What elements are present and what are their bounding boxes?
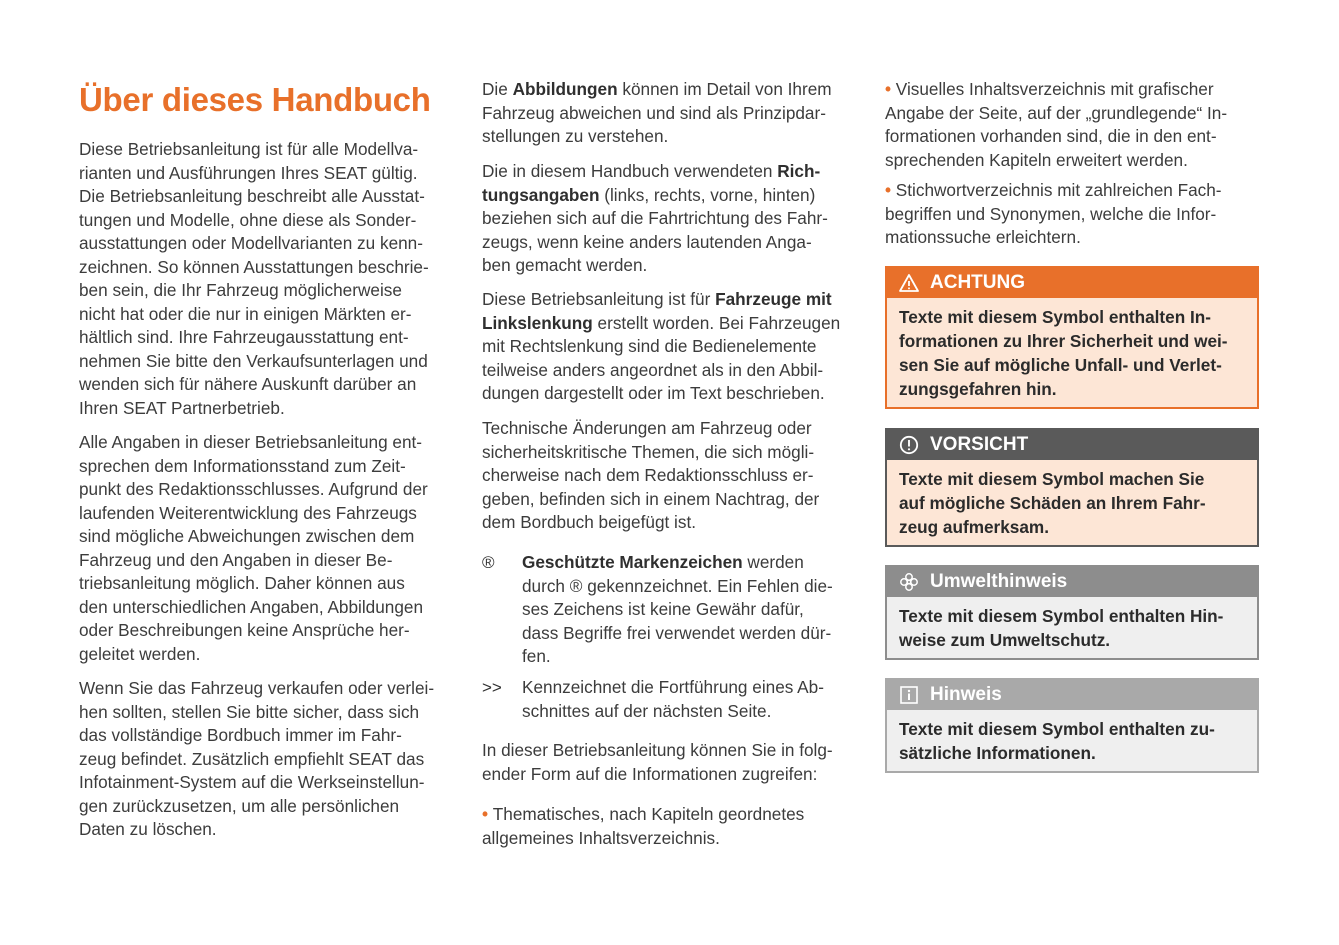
warning-box-body: Texte mit diesem Symbol enthalten In- formationen zu Ihrer Sicherheit und wei- sen Sie auf mögliche Unfall- und Verlet- zungsgefahren hin. — [887, 298, 1257, 407]
bullet-marker: • — [885, 180, 896, 200]
bullet-marker: • — [885, 79, 896, 99]
bullet-marker: • — [482, 804, 493, 824]
toc-bullet: • Thematisches, nach Kapiteln geordnetes allgemeines Inhaltsverzeichnis. — [482, 804, 805, 848]
trademark-text: Geschützte Markenzeichen werden durch ® gekennzeichnet. Ein Fehlen die- ses Zeichens ist keine Gewähr dafür, dass Begriffe frei verwendet werden dür- fen. — [522, 552, 833, 666]
visual-toc-bullet: • Visuelles Inhaltsverzeichnis mit grafischer Angabe der Seite, auf der „grundlegende“ In- formationen vorhanden sind, die in den ent- sprechenden Kapiteln erweitert werden. — [885, 79, 1228, 170]
flower-icon — [898, 571, 920, 593]
direction-paragraph: Die in diesem Handbuch verwendeten Rich- tungsangaben (links, rechts, vorne, hinten) beziehen sich auf die Fahrtrichtung des Fahr- zeugs, wenn keine anders lautenden Anga- ben gemacht werden. — [482, 161, 828, 275]
info-box-title: Hinweis — [930, 684, 1002, 705]
data-status-paragraph: Alle Angaben in dieser Betriebsanleitung ent- sprechen dem Informationsstand zum Zeit- punkt des Redaktionsschlusses. Aufgrund der laufenden Weiterentwicklung des Fahrzeugs sind mögliche Abweichungen zwischen dem Fahrzeug und den Angaben in dieser Be- triebsanleitung möglich. Daher können aus den unterschiedlichen Angaben, Abbildungen oder Beschreibungen keine Ansprüche her- geleitet werden. — [79, 432, 428, 664]
info-box-header — [887, 680, 1257, 710]
continuation-text: Kennzeichnet die Fortführung eines Ab- schnittes auf der nächsten Seite. — [522, 677, 824, 721]
technical-changes-paragraph: Technische Änderungen am Fahrzeug oder sicherheitskritische Themen, die sich mögli- cherweise nach dem Redaktionsschluss er- geben, befinden sich in einem Nachtrag, der dem Bordbuch beigefügt ist. — [482, 418, 820, 532]
illustrations-paragraph: Die Abbildungen können im Detail von Ihrem Fahrzeug abweichen und sind als Prinzipdar- stellungen zu verstehen. — [482, 79, 832, 146]
resale-paragraph: Wenn Sie das Fahrzeug verkaufen oder verlei- hen sollten, stellen Sie bitte sicher, dass sich das vollständige Bordbuch immer im Fahr- zeug befindet. Zusätzlich empfiehlt SEAT das Infotainment-System auf die Werkseinstellun- gen zurückzusetzen, um alle persönlichen Daten zu löschen. — [79, 678, 435, 839]
info-box-hinweis — [885, 678, 1259, 773]
steering-paragraph: Diese Betriebsanleitung ist für Fahrzeuge mit Linkslenkung erstellt worden. Bei Fahrzeugen mit Rechtslenkung sind die Bedienelemente teilweise anders angeordnet als in den Abbil- dungen dargestellt oder im Text beschrieben. — [482, 289, 841, 403]
index-bullet: • Stichwortverzeichnis mit zahlreichen Fach- begriffen und Synonymen, welche die Infor- mationssuche erleichtern. — [885, 180, 1222, 247]
warning-triangle-icon — [898, 272, 920, 294]
environment-box-header — [887, 567, 1257, 597]
warning-box-title: ACHTUNG — [930, 272, 1025, 293]
trademark-note — [482, 551, 866, 671]
info-box-body: Texte mit diesem Symbol enthalten zu- sätzliche Informationen. — [887, 710, 1257, 771]
page-title: Über dieses Handbuch — [79, 81, 431, 118]
environment-box-body: Texte mit diesem Symbol enthalten Hin- weise zum Umweltschutz. — [887, 597, 1257, 658]
warning-box-achtung — [885, 266, 1259, 409]
continuation-note — [482, 676, 866, 726]
intro-paragraph: Diese Betriebsanleitung ist für alle Modellva- rianten und Ausführungen Ihres SEAT gültig. Die Betriebsanleitung beschreibt alle Ausstat- tungen und Modelle, ohne diese als Sonder- ausstattungen oder Modellvarianten zu kenn- zeichnen. So können Ausstattungen beschrie- ben sein, die Ihr Fahrzeug möglicherweise nicht hat oder die nur in einigen Märkten er- hältlich sind. Ihre Fahrzeugausstattung ent- nehmen Sie bitte den Verkaufsunterlagen und wenden sich für nähere Auskunft darüber an Ihren SEAT Partnerbetrieb. — [79, 139, 429, 418]
info-icon — [898, 684, 920, 706]
registered-trademark-icon: ® — [482, 553, 495, 572]
environment-box-title: Umwelthinweis — [930, 571, 1068, 592]
caution-box-header — [887, 430, 1257, 460]
environment-box — [885, 565, 1259, 660]
exclamation-circle-icon — [898, 434, 920, 456]
caution-box-vorsicht — [885, 428, 1259, 547]
caution-box-body: Texte mit diesem Symbol machen Sie auf mögliche Schäden an Ihrem Fahr- zeug aufmerksam. — [887, 460, 1257, 545]
warning-box-header — [887, 268, 1257, 298]
caution-box-title: VORSICHT — [930, 434, 1029, 455]
access-paragraph: In dieser Betriebsanleitung können Sie in folg- ender Form auf die Informationen zugreifen: — [482, 740, 833, 784]
continuation-arrow-icon: >> — [482, 678, 502, 697]
